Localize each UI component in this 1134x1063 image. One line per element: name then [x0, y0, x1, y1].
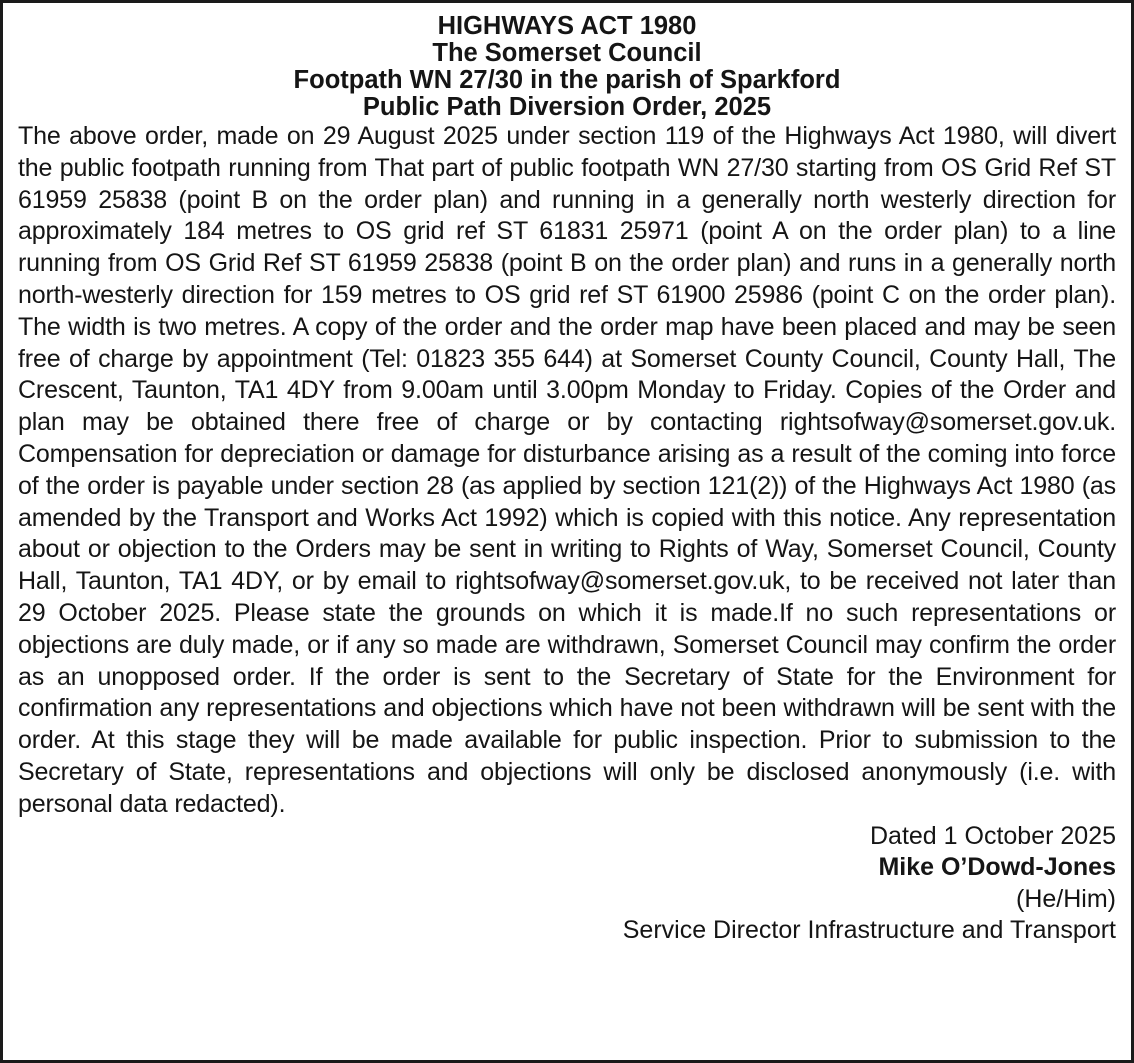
signoff-block: [18, 821, 1116, 947]
notice-heading: [18, 13, 1116, 121]
signatory-pronouns: (He/Him): [1016, 884, 1116, 913]
heading-council: The Somerset Council: [432, 39, 702, 67]
signatory-name: Mike O’Dowd-Jones: [878, 853, 1116, 882]
heading-footpath: Footpath WN 27/30 in the parish of Sparkford: [293, 66, 841, 94]
heading-order-title: Public Path Diversion Order, 2025: [362, 93, 772, 121]
signatory-title: Service Director Infrastructure and Transport: [622, 916, 1116, 945]
notice-body: The above order, made on 29 August 2025 under section 119 of the Highways Act 1980, will divert the public footpath running from That part of public footpath WN 27/30 starting from OS Grid Ref ST 61959 25838 (point B on the order plan) and running in a generally north westerly direction for approximately 184 metres to OS grid ref ST 61831 25971 (point A on the order plan) to a line running from OS Grid Ref ST 61959 25838 (point B on the order plan) and runs in a generally north north-westerly direction for 159 metres to OS grid ref ST 61900 25986 (point C on the order plan). The width is two metres. A copy of the order and the order map have been placed and may be seen free of charge by appointment (Tel: 01823 355 644) at Somerset County Council, County Hall, The Crescent, Taunton, TA1 4DY from 9.00am until 3.00pm Monday to Friday. Copies of the Order and plan may be obtained there free of charge or by contacting rightsofway@somerset.gov.uk. Compensation for depreciation or damage for disturbance arising as a result of the coming into force of the order is payable under section 28 (as applied by section 121(2)) of the Highways Act 1980 (as amended by the Transport and Works Act 1992) which is copied with this notice. Any representation about or objection to the Orders may be sent in writing to Rights of Way, Somerset Council, County Hall, Taunton, TA1 4DY, or by email to rightsofway@somerset.gov.uk, to be received not later than 29 October 2025. Please state the grounds on which it is made.If no such representations or objections are duly made, or if any so made are withdrawn, Somerset Council may confirm the order as an unopposed order. If the order is sent to the Secretary of State for the Environment for confirmation any representations and objections which have not been withdrawn will be sent with the order. At this stage they will be made available for public inspection. Prior to submission to the Secretary of State, representations and objections will only be disclosed anonymously (i.e. with personal data redacted).: [18, 122, 1116, 818]
heading-act: HIGHWAYS ACT 1980: [437, 12, 697, 40]
signoff-date: Dated 1 October 2025: [870, 821, 1116, 850]
